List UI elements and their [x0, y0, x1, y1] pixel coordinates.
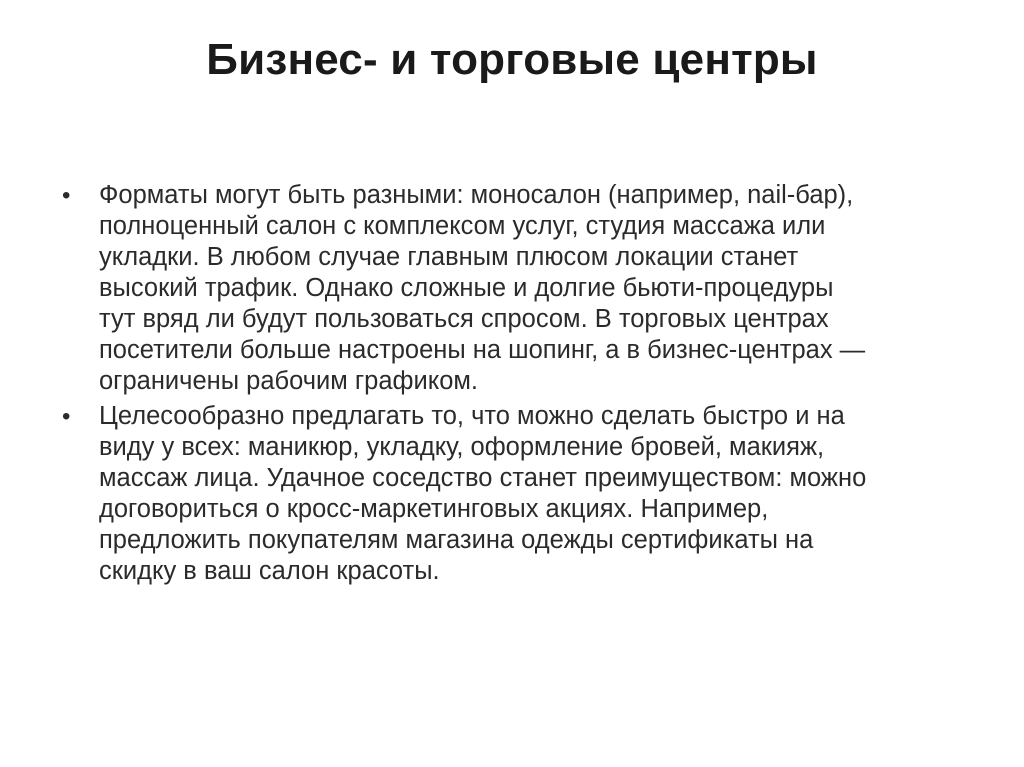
- bullet-text-line: скидку в ваш салон красоты.: [99, 557, 440, 585]
- bullet-text-line: полноценный салон с комплексом услуг, студия массажа или: [99, 212, 826, 240]
- bullet-dot-icon: •: [62, 182, 71, 209]
- bullet-text-line: договориться о кросс-маркетинговых акциях. Например,: [99, 495, 769, 523]
- bullet-text-line: Целесообразно предлагать то, что можно сделать быстро и на: [99, 402, 845, 430]
- slide-title: Бизнес- и торговые центры: [206, 35, 818, 84]
- bullet-text-line: тут вряд ли будут пользоваться спросом. В торговых центрах: [99, 305, 829, 333]
- bullet-dot-icon: •: [62, 403, 71, 430]
- bullet-item: [60, 180, 965, 397]
- bullet-text-line: укладки. В любом случае главным плюсом локации станет: [99, 243, 799, 271]
- bullet-text-line: посетители больше настроены на шопинг, а в бизнес-центрах —: [99, 336, 866, 364]
- bullet-text-line: массаж лица. Удачное соседство станет преимуществом: можно: [99, 464, 867, 492]
- bullet-text-line: виду у всех: маникюр, укладку, оформление бровей, макияж,: [99, 433, 825, 461]
- bullet-list: [60, 180, 965, 591]
- bullet-text-line: предложить покупателям магазина одежды сертификаты на: [99, 526, 814, 554]
- bullet-item: [60, 401, 965, 587]
- bullet-text-line: ограничены рабочим графиком.: [99, 367, 479, 395]
- bullet-text-line: Форматы могут быть разными: моносалон (например, nail-бар),: [99, 181, 854, 209]
- bullet-text-line: высокий трафик. Однако сложные и долгие бьюти-процедуры: [99, 274, 834, 302]
